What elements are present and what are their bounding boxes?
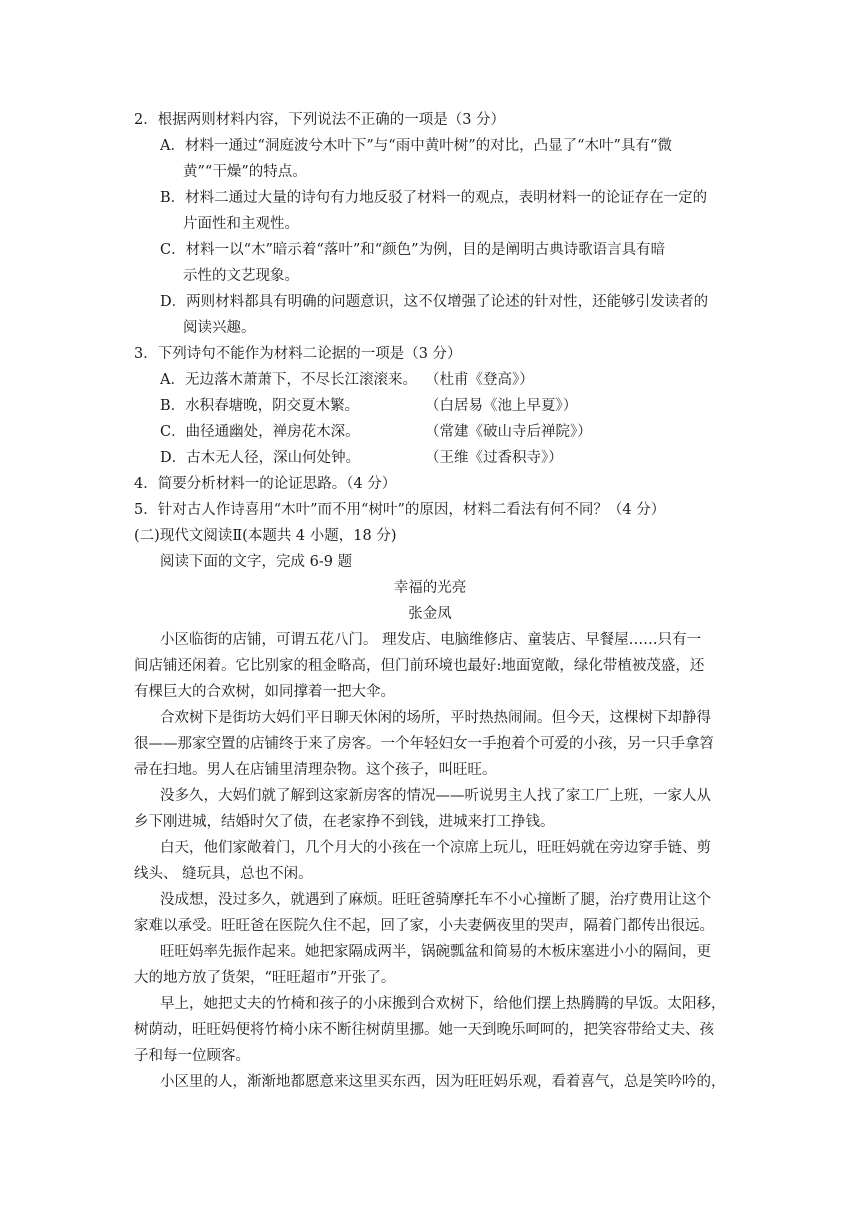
story-line: 很——那家空置的店铺终于来了房客。一个年轻妇女一手抱着个可爱的小孩，另一只手拿笤 <box>134 736 714 752</box>
reading-instruction: 阅读下面的文字，完成 6-9 题 <box>160 554 353 570</box>
story-line: 子和每一位顾客。 <box>134 1048 250 1064</box>
story-line: 早上，她把丈夫的竹椅和孩子的小床搬到合欢树下，给他们摆上热腾腾的早饭。太阳移， <box>160 996 726 1012</box>
story-line: 大的地方放了货架，“旺旺超市”开张了。 <box>134 970 396 986</box>
story-line: 有棵巨大的合欢树，如同撑着一把大伞。 <box>134 684 395 700</box>
q3-option-b-verse: B．水积春塘晚，阴交夏木繁。 <box>160 398 360 414</box>
q3-option-a-verse: A．无边落木萧萧下，不尽长江滚滚来。 <box>160 372 417 388</box>
story-line: 合欢树下是街坊大妈们平日聊天休闲的场所，平时热热闹闹。但今天，这棵树下却静得 <box>160 710 711 726</box>
q3-option-d-verse: D．古木无人径，深山何处钟。 <box>160 450 361 466</box>
question-4: 4．简要分析材料一的论证思路。（4 分） <box>134 476 397 492</box>
q2-option-d-line2: 阅读兴趣。 <box>183 320 256 336</box>
question-2-stem: 2．根据两则材料内容，下列说法不正确的一项是（3 分） <box>134 112 506 128</box>
story-line: 帚在扫地。男人在店铺里清理杂物。这个孩子，叫旺旺。 <box>134 762 497 778</box>
question-5: 5．针对古人作诗喜用“木叶”而不用“树叶”的原因，材料二看法有何不同？（4 分） <box>134 502 666 518</box>
story-line: 间店铺还闲着。它比别家的租金略高，但门前环境也最好:地面宽敞，绿化带植被茂盛，还 <box>134 658 705 674</box>
question-3-stem: 3．下列诗句不能作为材料二论据的一项是（3 分） <box>134 346 462 362</box>
q3-option-b-source: （白居易《池上早夏》） <box>425 398 578 414</box>
q2-option-b-line2: 片面性和主观性。 <box>183 216 299 232</box>
story-line: 小区临街的店铺，可谓五花八门。 理发店、电脑维修店、童装店、早餐屋……只有一 <box>160 632 702 648</box>
story-line: 没多久，大妈们就了解到这家新房客的情况——听说男主人找了家工厂上班，一家人从 <box>160 788 711 804</box>
q2-option-d-line1: D．两则材料都具有明确的问题意识，这不仅增强了论述的针对性，还能够引发读者的 <box>160 294 709 310</box>
story-line: 家难以承受。旺旺爸在医院久住不起，回了家，小夫妻俩夜里的哭声，隔着门都传出很远。 <box>134 918 714 934</box>
story-line: 旺旺妈率先振作起来。她把家隔成两半，锅碗瓢盆和简易的木板床塞进小小的隔间，更 <box>160 944 711 960</box>
q3-option-c-source: （常建《破山寺后禅院》） <box>425 424 592 440</box>
q3-option-d-source: （王维《过香积寺》） <box>425 450 563 466</box>
story-line: 小区里的人，渐渐地都愿意来这里买东西，因为旺旺妈乐观，看着喜气，总是笑吟吟的， <box>160 1074 726 1090</box>
story-title: 幸福的光亮 <box>393 580 467 596</box>
q2-option-a-line2: 黄”“干燥”的特点。 <box>183 164 307 180</box>
q2-option-c-line1: C．材料一以“木”暗示着“落叶”和“颜色”为例，目的是阐明古典诗歌语言具有暗 <box>160 242 666 258</box>
story-author: 张金凤 <box>408 606 452 622</box>
q3-option-a-source: （杜甫《登高》） <box>425 372 534 388</box>
story-line: 树荫动，旺旺妈便将竹椅小床不断往树荫里挪。她一天到晚乐呵呵的，把笑容带给丈夫、孩 <box>134 1022 714 1038</box>
section-heading: (二)现代文阅读Ⅱ(本题共 4 小题，18 分) <box>134 528 397 544</box>
story-line: 没成想，没过多久，就遇到了麻烦。旺旺爸骑摩托车不小心撞断了腿，治疗费用让这个 <box>160 892 711 908</box>
q2-option-c-line2: 示性的文艺现象。 <box>183 268 299 284</box>
story-line: 白天，他们家敞着门，几个月大的小孩在一个凉席上玩儿，旺旺妈就在旁边穿手链、剪 <box>160 840 711 856</box>
q3-option-c-verse: C．曲径通幽处，禅房花木深。 <box>160 424 360 440</box>
story-line: 乡下刚进城，结婚时欠了债，在老家挣不到钱，进城来打工挣钱。 <box>134 814 555 830</box>
story-line: 线头、 缝玩具，总也不闲。 <box>134 866 313 882</box>
q2-option-a-line1: A．材料一通过“洞庭波兮木叶下”与“雨中黄叶树”的对比，凸显了“木叶”具有“微 <box>160 138 672 154</box>
q2-option-b-line1: B．材料二通过大量的诗句有力地反驳了材料一的观点，表明材料一的论证存在一定的 <box>160 190 708 206</box>
